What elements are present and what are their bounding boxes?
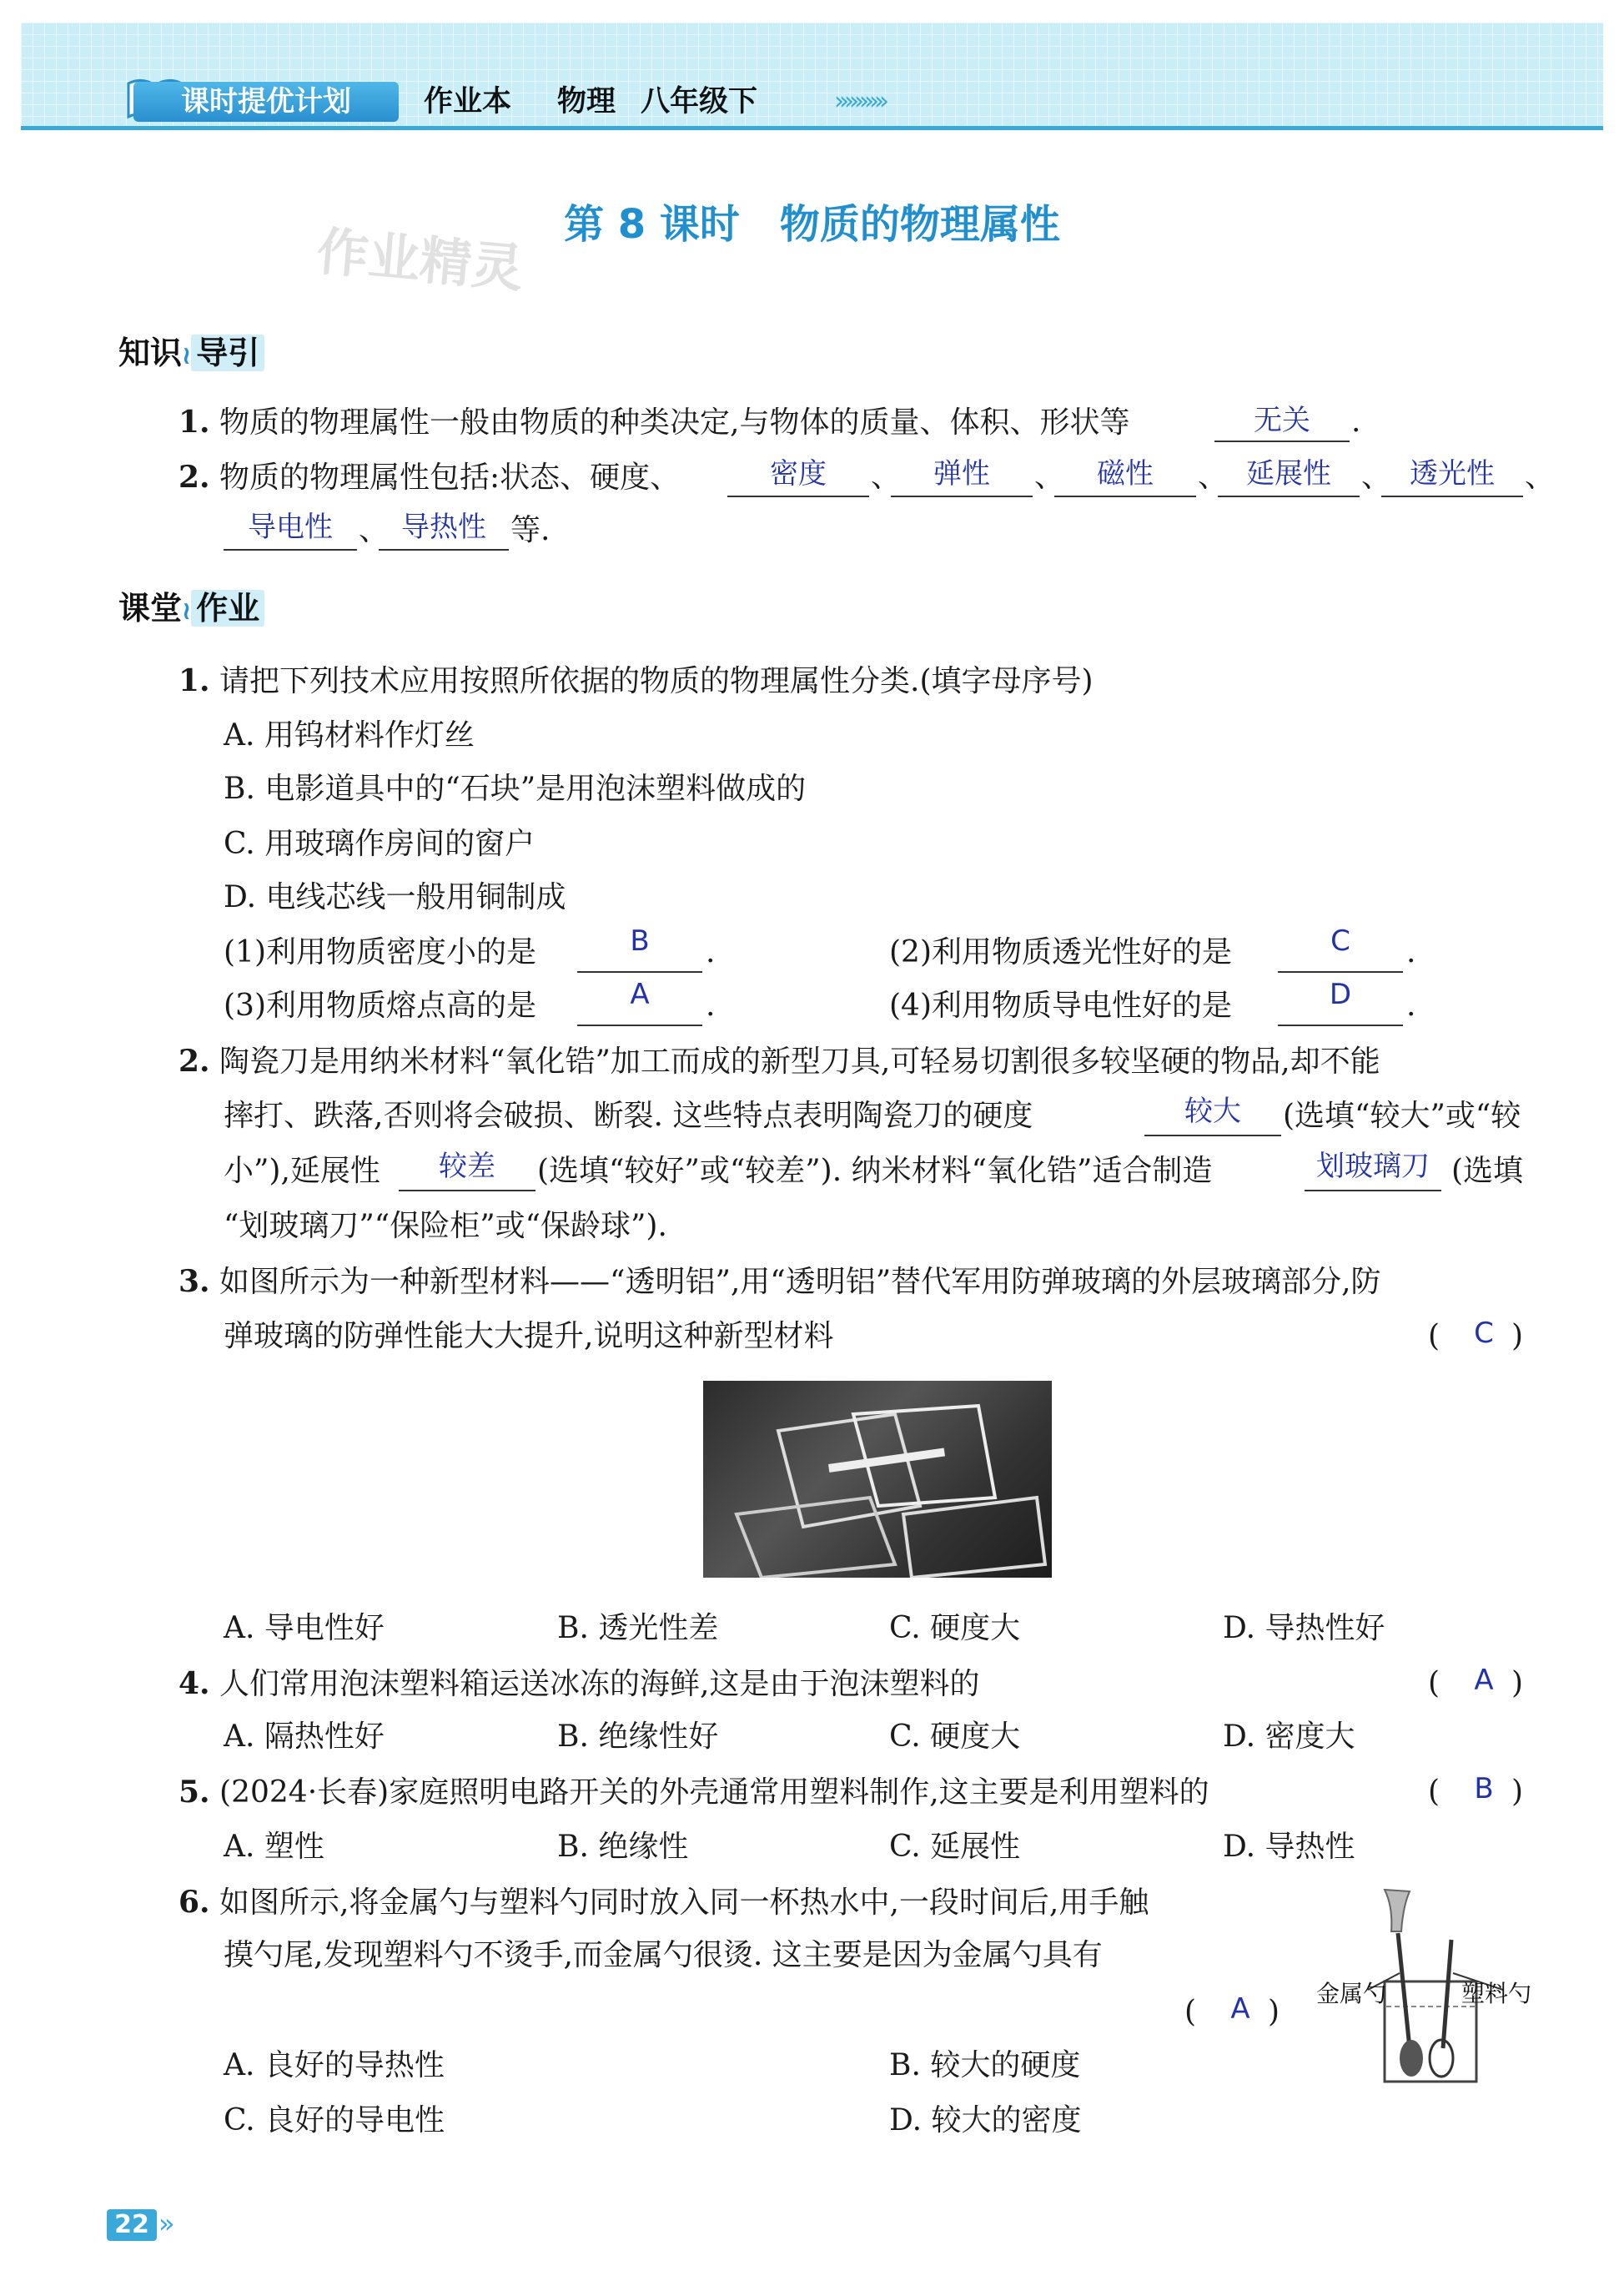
question-text: 陶瓷刀是用纳米材料“氧化锆”加工而成的新型刀具,可轻易切割很多较坚硬的物品,却不能 [219, 1045, 1380, 1079]
question-number: 6. [178, 1885, 210, 1920]
open-bracket: ( [1428, 1666, 1440, 1700]
knowledge-q2 [178, 459, 680, 496]
q1-option-c: C. 用玻璃作房间的窗户 [224, 827, 535, 861]
q1-sub-3: (3)利用物质熔点高的是 [224, 989, 536, 1023]
transparent-aluminum-photo [703, 1381, 1052, 1578]
question-text: 人们常用泡沫塑料箱运送冰冻的海鲜,这是由于泡沫塑料的 [219, 1667, 980, 1701]
answer-blank [727, 496, 869, 497]
page-number: 22 [107, 2209, 157, 2241]
q1-stem [178, 662, 1094, 700]
answer-blank [1278, 1025, 1403, 1026]
separator: 、 [1361, 460, 1392, 494]
answer-blank [891, 496, 1033, 497]
period: . [1351, 405, 1361, 439]
answer-blank [224, 549, 357, 551]
answer-blank [577, 971, 702, 973]
answer-blank [1218, 496, 1360, 497]
page-arrow-icon: » [158, 2208, 175, 2239]
grade-label: 八年级下 [641, 85, 758, 118]
series-logo: 课时提优计划 [133, 82, 399, 122]
question-text: 物质的物理属性包括:状态、硬度、 [219, 461, 681, 495]
close-bracket: ) [1511, 1666, 1524, 1700]
q6-line-2: 摸勺尾,发现塑料勺不烫手,而金属勺很烫. 这主要是因为金属勺具有 [224, 1938, 1103, 1972]
end-text: 等. [510, 513, 551, 547]
open-bracket: ( [1184, 1995, 1197, 2029]
section-classwork-a: 课堂 [118, 590, 183, 627]
answer-blank [1278, 971, 1403, 973]
section-classwork-b: 作业 [191, 590, 264, 627]
q2-line-2b: (选填“较大”或“较 [1283, 1099, 1521, 1133]
question-number: 2. [178, 460, 210, 495]
q4-stem [178, 1665, 980, 1703]
answer-text: B [1474, 1772, 1494, 1805]
q3-option-c: C. 硬度大 [889, 1611, 1021, 1645]
q6-option-c: C. 良好的导电性 [224, 2103, 445, 2137]
q2-line-2a: 摔打、跌落,否则将会破损、断裂. 这些特点表明陶瓷刀的硬度 [224, 1099, 1033, 1133]
answer-text: 密度 [770, 457, 827, 491]
close-bracket: ) [1511, 1319, 1524, 1353]
answer-text: 较差 [439, 1150, 495, 1183]
period: . [1406, 935, 1416, 969]
book-type: 作业本 [424, 85, 512, 118]
answer-text: 较大 [1184, 1095, 1241, 1128]
answer-text: C [1330, 924, 1350, 958]
q3-option-b: B. 透光性差 [557, 1611, 719, 1645]
close-bracket: ) [1511, 1775, 1524, 1809]
wave-icon: ≀ [182, 597, 192, 626]
section-knowledge [118, 327, 264, 373]
metal-spoon-label: 金属勺 [1316, 1980, 1387, 2007]
q1-sub-4: (4)利用物质导电性好的是 [889, 989, 1232, 1023]
question-number: 1. [178, 663, 210, 698]
q5-option-a: A. 塑性 [224, 1830, 324, 1864]
q2-line-1 [178, 1043, 1380, 1080]
question-text: 物质的物理属性一般由物质的种类决定,与物体的质量、体积、形状等 [219, 405, 1130, 440]
answer-blank [379, 549, 509, 551]
separator: 、 [1034, 460, 1065, 494]
q5-option-c: C. 延展性 [889, 1830, 1021, 1864]
answer-text: B [630, 924, 650, 958]
question-number: 4. [178, 1666, 210, 1701]
q1-sub-1: (1)利用物质密度小的是 [224, 935, 536, 969]
answer-text: A [1474, 1664, 1494, 1697]
separator: 、 [1198, 460, 1229, 494]
question-text: (2024·长春)家庭照明电路开关的外壳通常用塑料制作,这主要是利用塑料的 [219, 1775, 1209, 1810]
period: . [706, 989, 716, 1023]
q2-line-3c: (选填 [1451, 1154, 1524, 1188]
subject-label: 物理 [557, 85, 616, 118]
answer-text: 无关 [1254, 404, 1310, 437]
section-knowledge-a: 知识 [118, 335, 183, 371]
q5-option-b: B. 绝缘性 [557, 1830, 689, 1864]
answer-blank [577, 1025, 702, 1026]
q5-stem [178, 1774, 1209, 1811]
answer-text: 弹性 [933, 457, 990, 491]
q3-line-2: 弹玻璃的防弹性能大大提升,说明这种新型材料 [224, 1319, 834, 1353]
q6-option-b: B. 较大的硬度 [889, 2048, 1081, 2082]
q3-option-d: D. 导热性好 [1223, 1611, 1385, 1645]
q2-line-3b: (选填“较好”或“较差”). 纳米材料“氧化锆”适合制造 [537, 1154, 1213, 1188]
header-arrows: ›››››››››› [834, 87, 884, 116]
q6-option-a: A. 良好的导热性 [224, 2048, 445, 2082]
q4-option-d: D. 密度大 [1223, 1720, 1355, 1754]
q6-option-d: D. 较大的密度 [889, 2103, 1082, 2137]
q4-option-a: A. 隔热性好 [224, 1720, 385, 1754]
answer-blank [1381, 496, 1523, 497]
open-bracket: ( [1428, 1775, 1440, 1809]
q1-option-b: B. 电影道具中的“石块”是用泡沫塑料做成的 [224, 772, 807, 806]
q2-line-3a: 小”),延展性 [224, 1154, 380, 1188]
close-bracket: ) [1268, 1995, 1280, 2029]
question-number: 1. [178, 405, 210, 440]
wave-icon: ≀ [182, 341, 192, 370]
q4-option-b: B. 绝缘性好 [557, 1720, 719, 1754]
answer-blank [1144, 1135, 1281, 1136]
q4-option-c: C. 硬度大 [889, 1720, 1021, 1754]
section-knowledge-b: 导引 [191, 335, 264, 371]
answer-blank [399, 1190, 535, 1191]
q3-option-a: A. 导电性好 [224, 1611, 385, 1645]
answer-text: A [1230, 1992, 1250, 2026]
header-underline [21, 126, 1603, 130]
question-text: 请把下列技术应用按照所依据的物质的物理属性分类.(填字母序号) [219, 664, 1094, 698]
q6-line-1 [178, 1884, 1149, 1921]
knowledge-q1 [178, 404, 1130, 441]
separator: 、 [359, 513, 390, 547]
answer-text: 导热性 [401, 511, 486, 544]
answer-text: A [630, 978, 650, 1011]
answer-blank [1214, 441, 1350, 442]
question-text: 如图所示,将金属勺与塑料勺同时放入同一杯热水中,一段时间后,用手触 [219, 1886, 1149, 1920]
answer-text: C [1474, 1317, 1494, 1350]
open-bracket: ( [1428, 1319, 1440, 1353]
answer-blank [1305, 1190, 1441, 1191]
question-text: 如图所示为一种新型材料——“透明铝”,用“透明铝”替代军用防弹玻璃的外层玻璃部分,防 [219, 1265, 1381, 1299]
q5-option-d: D. 导热性 [1223, 1830, 1355, 1864]
question-number: 2. [178, 1044, 210, 1079]
watermark: 作业精灵 [314, 220, 526, 300]
answer-text: 导电性 [248, 511, 333, 544]
q1-option-d: D. 电线芯线一般用铜制成 [224, 880, 566, 914]
question-number: 5. [178, 1775, 210, 1810]
section-classwork [118, 582, 264, 628]
q1-option-a: A. 用钨材料作灯丝 [224, 718, 475, 753]
plastic-spoon-label: 塑料勺 [1461, 1980, 1532, 2007]
lesson-title: 第 8 课时 物质的物理属性 [564, 201, 1060, 248]
period: . [1406, 989, 1416, 1023]
answer-blank [1054, 496, 1196, 497]
question-number: 3. [178, 1264, 210, 1299]
period: . [706, 935, 716, 969]
answer-text: 划玻璃刀 [1316, 1150, 1430, 1183]
answer-text: D [1329, 978, 1352, 1011]
q3-line-1 [178, 1263, 1381, 1301]
separator: 、 [871, 460, 902, 494]
q1-sub-2: (2)利用物质透光性好的是 [889, 935, 1232, 969]
separator: 、 [1525, 460, 1556, 494]
answer-text: 透光性 [1410, 457, 1495, 491]
answer-text: 磁性 [1097, 457, 1154, 491]
answer-text: 延展性 [1246, 457, 1331, 491]
q2-line-4: “划玻璃刀”“保险柜”或“保龄球”). [224, 1209, 667, 1243]
